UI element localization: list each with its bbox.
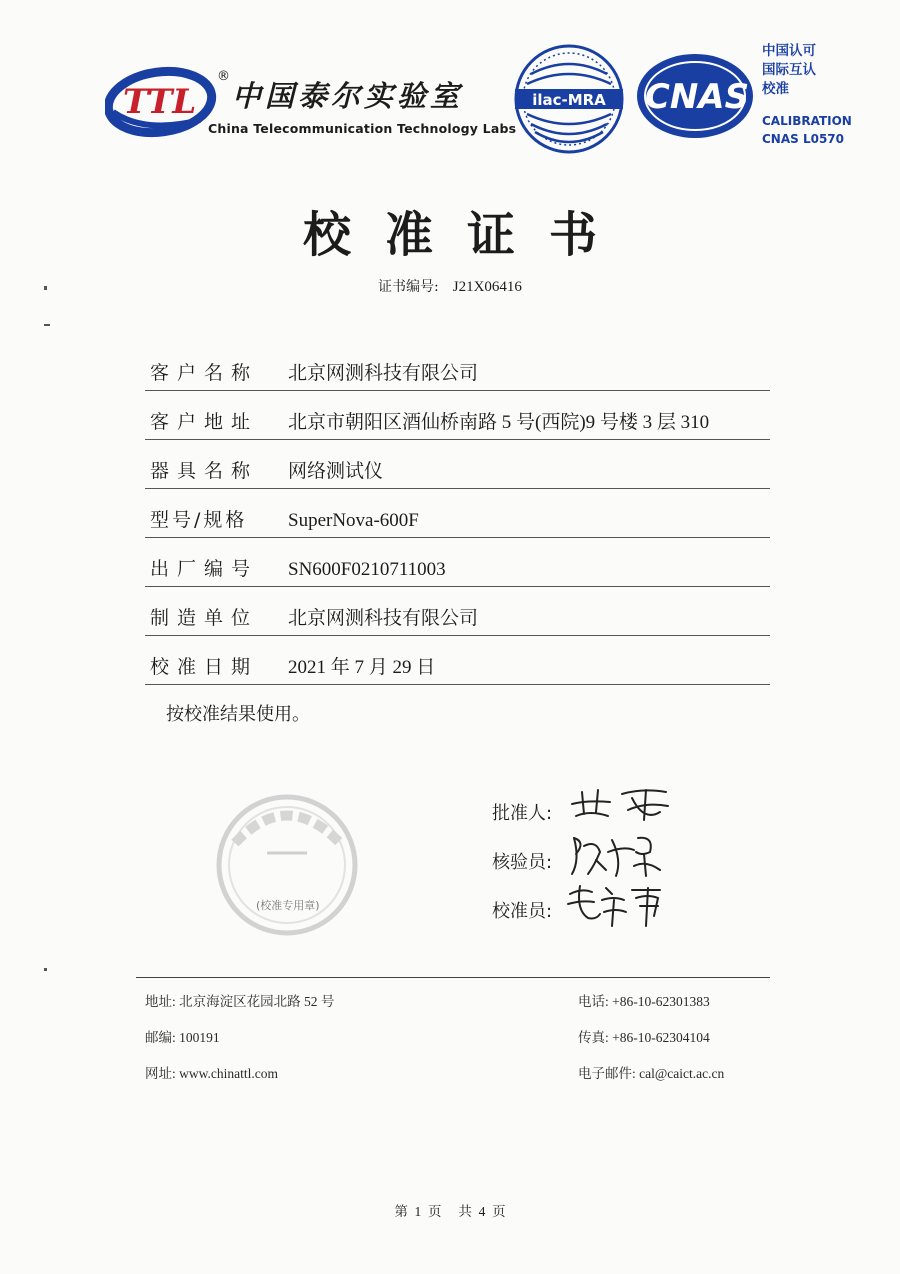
cnas-cn-line: 中国认可 — [762, 43, 816, 59]
page-indicator: 第 1 页 共 4 页 — [394, 1204, 506, 1219]
cnas-en-line: CNAS L0570 — [762, 132, 845, 146]
field-label: 校准日期 — [150, 656, 259, 678]
approver-signature — [562, 782, 682, 827]
footer-divider — [136, 977, 770, 978]
registered-mark: ® — [217, 69, 230, 84]
cnas-en-caption — [762, 112, 852, 148]
cnas-logo — [633, 50, 761, 140]
cnas-en-line: CALIBRATION — [762, 114, 852, 128]
verifier-signature — [566, 830, 666, 880]
footer-postcode: 邮编: 100191 — [145, 1030, 220, 1045]
field-value: 北京网测科技有限公司 — [288, 608, 479, 629]
calibrator-label: 校准员: — [492, 901, 553, 922]
footer-address: 地址: 北京海淀区花园北路 52 号 — [145, 994, 335, 1009]
footer-phone: 电话: +86-10-62301383 — [578, 994, 710, 1009]
field-row-instrument-name — [145, 440, 770, 489]
ilac-text: ilac-MRA — [532, 91, 606, 109]
calibrator-signature — [566, 880, 666, 930]
margin-mark — [44, 324, 50, 326]
cnas-text: CNAS — [644, 77, 750, 117]
field-row-serial-number — [145, 538, 770, 587]
field-row-manufacturer — [145, 587, 770, 636]
footer-fax: 传真: +86-10-62304104 — [578, 1030, 710, 1045]
lab-name-cn: 中国泰尔实验室 — [232, 79, 464, 113]
margin-mark — [44, 968, 47, 971]
field-row-calibration-date — [145, 636, 770, 685]
document-title: 校准证书 — [302, 207, 631, 263]
field-value: 2021 年 7 月 29 日 — [288, 657, 436, 678]
field-value: SN600F0210711003 — [288, 559, 446, 580]
ttl-brand-text: TTL — [123, 82, 197, 122]
field-label: 客户地址 — [150, 411, 259, 433]
certificate-number — [0, 276, 900, 296]
field-label: 器具名称 — [150, 460, 259, 482]
lab-name-en: China Telecommunication Technology Labs — [208, 121, 517, 136]
cnas-cn-line: 国际互认 — [762, 62, 816, 78]
cnas-cn-caption — [762, 42, 816, 99]
approver-label: 批准人: — [492, 803, 553, 824]
cnas-cn-line: 校准 — [762, 81, 789, 97]
stamp-caption: (校准专用章) — [256, 899, 320, 912]
certificate-number-label: 证书编号: — [378, 279, 439, 295]
verifier-label: 核验员: — [492, 852, 553, 873]
footer-website: 网址: www.chinattl.com — [145, 1066, 278, 1081]
field-value: 北京网测科技有限公司 — [288, 363, 479, 384]
field-label: 制造单位 — [150, 607, 259, 629]
field-value: SuperNova-600F — [288, 510, 419, 531]
field-label: 出厂编号 — [150, 558, 259, 580]
field-row-model — [145, 489, 770, 538]
usage-note: 按校准结果使用。 — [166, 704, 310, 725]
field-row-client-name — [145, 342, 770, 391]
field-label: 型号/规格 — [150, 509, 248, 531]
calibration-seal-stamp — [195, 793, 370, 943]
field-value: 网络测试仪 — [288, 461, 384, 482]
field-label: 客户名称 — [150, 362, 259, 384]
certificate-number-value: J21X06416 — [452, 279, 522, 295]
field-value: 北京市朝阳区酒仙桥南路 5 号(西院)9 号楼 3 层 310 — [288, 412, 710, 433]
ilac-mra-logo — [513, 44, 625, 154]
field-row-client-address — [145, 391, 770, 440]
footer-email: 电子邮件: cal@caict.ac.cn — [578, 1066, 725, 1081]
